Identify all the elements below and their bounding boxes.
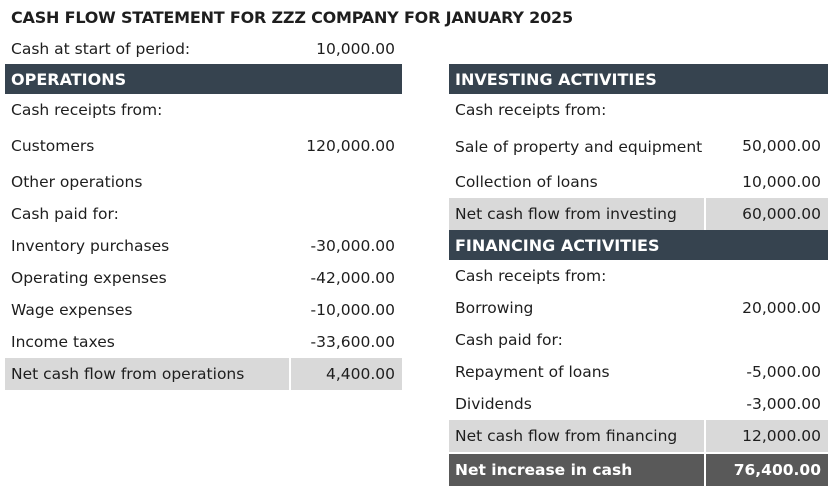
row-label: Repayment of loans	[455, 363, 610, 381]
total-value: 60,000.00	[706, 198, 828, 230]
statement-title: CASH FLOW STATEMENT FOR ZZZ COMPANY FOR JANUARY 2025	[11, 8, 573, 27]
row-label: Cash receipts from:	[455, 267, 607, 285]
row-value	[291, 94, 402, 126]
wrapped-label: Sale of property and equipment	[455, 138, 703, 155]
row-label: Collection of loans	[455, 173, 598, 191]
total-value: 12,000.00	[706, 420, 828, 452]
table-row	[5, 262, 402, 294]
row-label: Wage expenses	[11, 301, 133, 319]
row-value: 10,000.00	[742, 173, 821, 191]
table-row	[449, 260, 828, 292]
financing-total-row	[449, 420, 828, 452]
table-row	[449, 388, 828, 420]
row-value: -5,000.00	[746, 363, 821, 381]
row-label	[449, 126, 706, 166]
row-label: Inventory purchases	[11, 237, 170, 255]
investing-header: INVESTING ACTIVITIES	[449, 64, 828, 94]
start-cash-value: 10,000.00	[316, 40, 395, 58]
table-row	[449, 292, 828, 324]
investing-total-row	[449, 198, 828, 230]
table-row	[5, 294, 402, 326]
row-value: -33,600.00	[310, 333, 395, 351]
table-row	[5, 230, 402, 262]
table-row	[5, 94, 402, 126]
row-label: Cash receipts from:	[11, 101, 163, 119]
row-label: Borrowing	[455, 299, 534, 317]
row-value	[706, 94, 828, 126]
table-row	[5, 166, 402, 198]
row-label: Other operations	[11, 173, 143, 191]
total-value: 4,400.00	[291, 358, 402, 390]
row-value	[291, 198, 402, 230]
row-value: -42,000.00	[310, 269, 395, 287]
row-label: Dividends	[455, 395, 532, 413]
row-label: Cash paid for:	[11, 205, 119, 223]
table-row	[449, 356, 828, 388]
financing-header: FINANCING ACTIVITIES	[449, 230, 828, 260]
row-label: Customers	[11, 137, 95, 155]
row-value	[291, 166, 402, 198]
row-label: Cash receipts from:	[455, 101, 607, 119]
row-label: Cash paid for:	[455, 331, 563, 349]
row-label: Income taxes	[11, 333, 115, 351]
table-row	[5, 198, 402, 230]
total-label: Net cash flow from financing	[449, 420, 704, 452]
total-label: Net cash flow from investing	[449, 198, 704, 230]
row-value: -10,000.00	[310, 301, 395, 319]
table-row	[449, 94, 828, 126]
row-value	[706, 324, 828, 356]
investing-financing-section	[449, 64, 828, 486]
row-value: -30,000.00	[310, 237, 395, 255]
net-increase-label: Net increase in cash	[449, 454, 704, 486]
table-row	[5, 126, 402, 166]
operations-header: OPERATIONS	[5, 64, 402, 94]
net-increase-row	[449, 454, 828, 486]
table-row	[449, 126, 828, 166]
row-value: 50,000.00	[742, 137, 821, 155]
net-increase-value: 76,400.00	[706, 454, 828, 486]
table-row	[449, 324, 828, 356]
start-cash-label: Cash at start of period:	[11, 40, 191, 58]
row-value: 20,000.00	[742, 299, 821, 317]
total-label: Net cash flow from operations	[5, 358, 289, 390]
start-cash-row	[5, 36, 402, 64]
row-value: 120,000.00	[306, 137, 395, 155]
row-value: -3,000.00	[746, 395, 821, 413]
table-row	[5, 326, 402, 358]
row-value	[706, 260, 828, 292]
row-label: Operating expenses	[11, 269, 167, 287]
operations-section	[5, 64, 402, 390]
table-row	[449, 166, 828, 198]
operations-total-row	[5, 358, 402, 390]
